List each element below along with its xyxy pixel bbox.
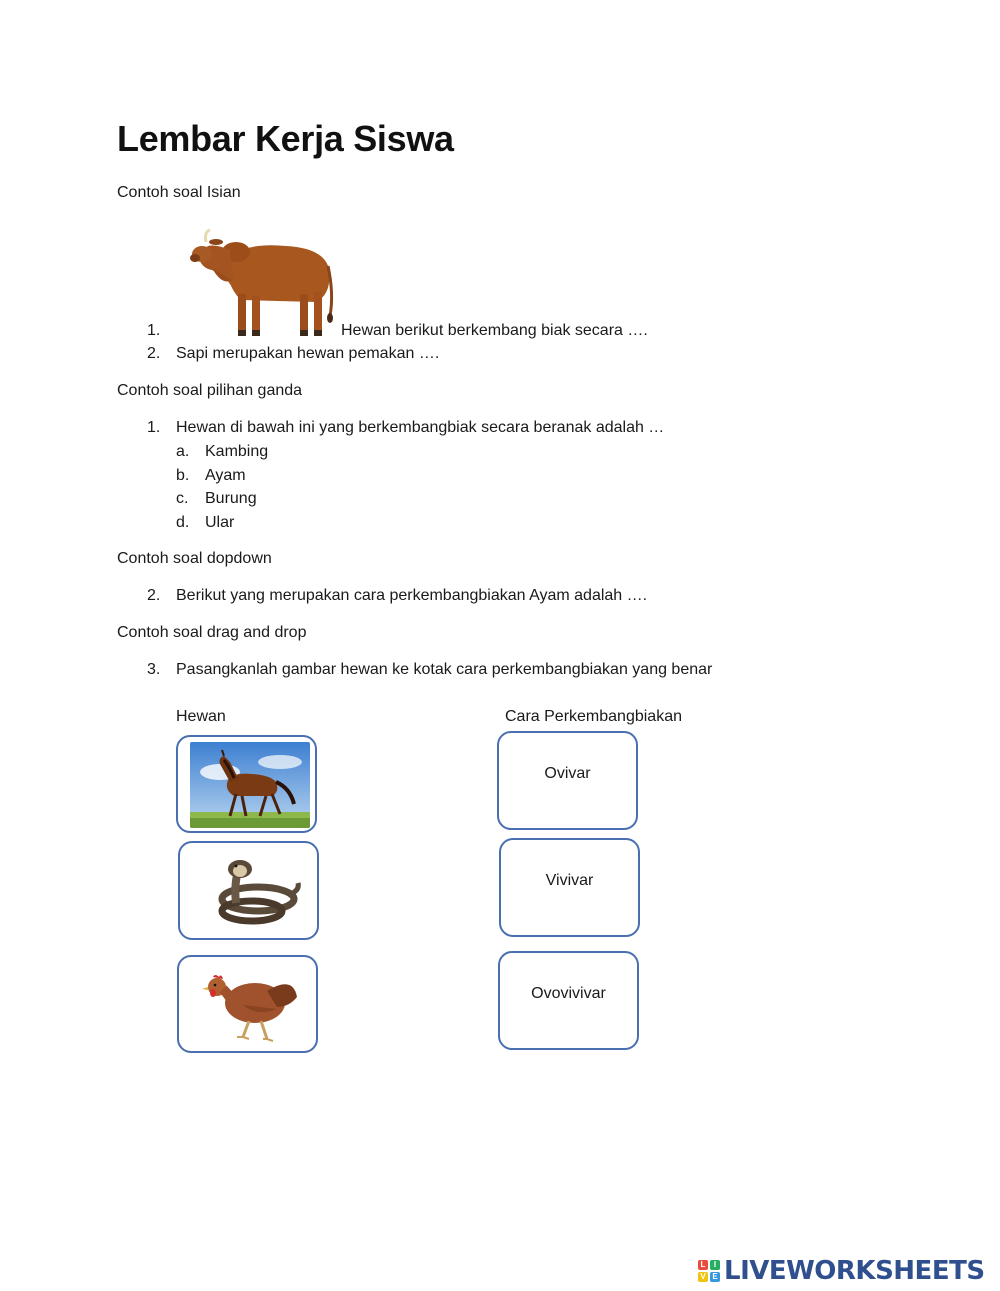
logo-letter: I: [710, 1260, 720, 1270]
option-a-letter: a.: [176, 443, 190, 460]
dropdown-question-text: Berikut yang merupakan cara perkembangbiakan Ayam adalah ….: [176, 587, 648, 604]
drop-target-label: Ovivar: [544, 765, 591, 782]
horse-image: [190, 742, 310, 828]
drag-question-text: Pasangkanlah gambar hewan ke kotak cara perkembangbiakan yang benar: [176, 661, 713, 678]
drop-target-label: Vivivar: [545, 872, 594, 889]
dropdown-question-number: 2.: [147, 587, 161, 604]
drag-card-snake[interactable]: [178, 841, 319, 940]
logo-letter: V: [698, 1272, 708, 1282]
cow-image: [186, 224, 336, 340]
section-heading-drag-drop: Contoh soal drag and drop: [117, 624, 307, 641]
column-header-cara: Cara Perkembangbiakan: [505, 708, 682, 725]
drag-card-chicken[interactable]: [177, 955, 318, 1053]
option-a-text[interactable]: Kambing: [205, 443, 269, 460]
page-title: Lembar Kerja Siswa: [117, 118, 454, 159]
isian-item-1-text: Hewan berikut berkembang biak secara ….: [341, 322, 648, 339]
option-b-letter: b.: [176, 467, 190, 484]
logo-letter: L: [698, 1260, 708, 1270]
isian-item-1-number: 1.: [147, 322, 161, 339]
snake-image: [208, 855, 304, 929]
drop-target-ovivar[interactable]: [497, 731, 638, 830]
isian-item-2-number: 2.: [147, 345, 161, 362]
pilihan-question-text: Hewan di bawah ini yang berkembangbiak secara beranak adalah …: [176, 419, 665, 436]
isian-item-2-text: Sapi merupakan hewan pemakan ….: [176, 345, 440, 362]
drop-target-vivivar[interactable]: [499, 838, 640, 937]
logo-letter: E: [710, 1272, 720, 1282]
option-d-letter: d.: [176, 514, 190, 531]
option-b-text[interactable]: Ayam: [205, 467, 246, 484]
pilihan-question-number: 1.: [147, 419, 161, 436]
drop-target-label: Ovovivivar: [531, 985, 606, 1002]
option-c-letter: c.: [176, 490, 189, 507]
section-heading-dropdown: Contoh soal dopdown: [117, 550, 272, 567]
column-header-hewan: Hewan: [176, 708, 226, 725]
option-c-text[interactable]: Burung: [205, 490, 257, 507]
logo-wordmark: LIVEWORKSHEETS: [724, 1256, 985, 1286]
drop-target-ovovivivar[interactable]: [498, 951, 639, 1050]
section-heading-isian: Contoh soal Isian: [117, 184, 241, 201]
chicken-image: [197, 967, 303, 1045]
section-heading-pilihan-ganda: Contoh soal pilihan ganda: [117, 382, 303, 399]
liveworksheets-logo[interactable]: [698, 1256, 985, 1286]
drag-card-horse[interactable]: [176, 735, 317, 833]
logo-mark-icon: [698, 1260, 720, 1282]
option-d-text[interactable]: Ular: [205, 514, 235, 531]
drag-question-number: 3.: [147, 661, 161, 678]
